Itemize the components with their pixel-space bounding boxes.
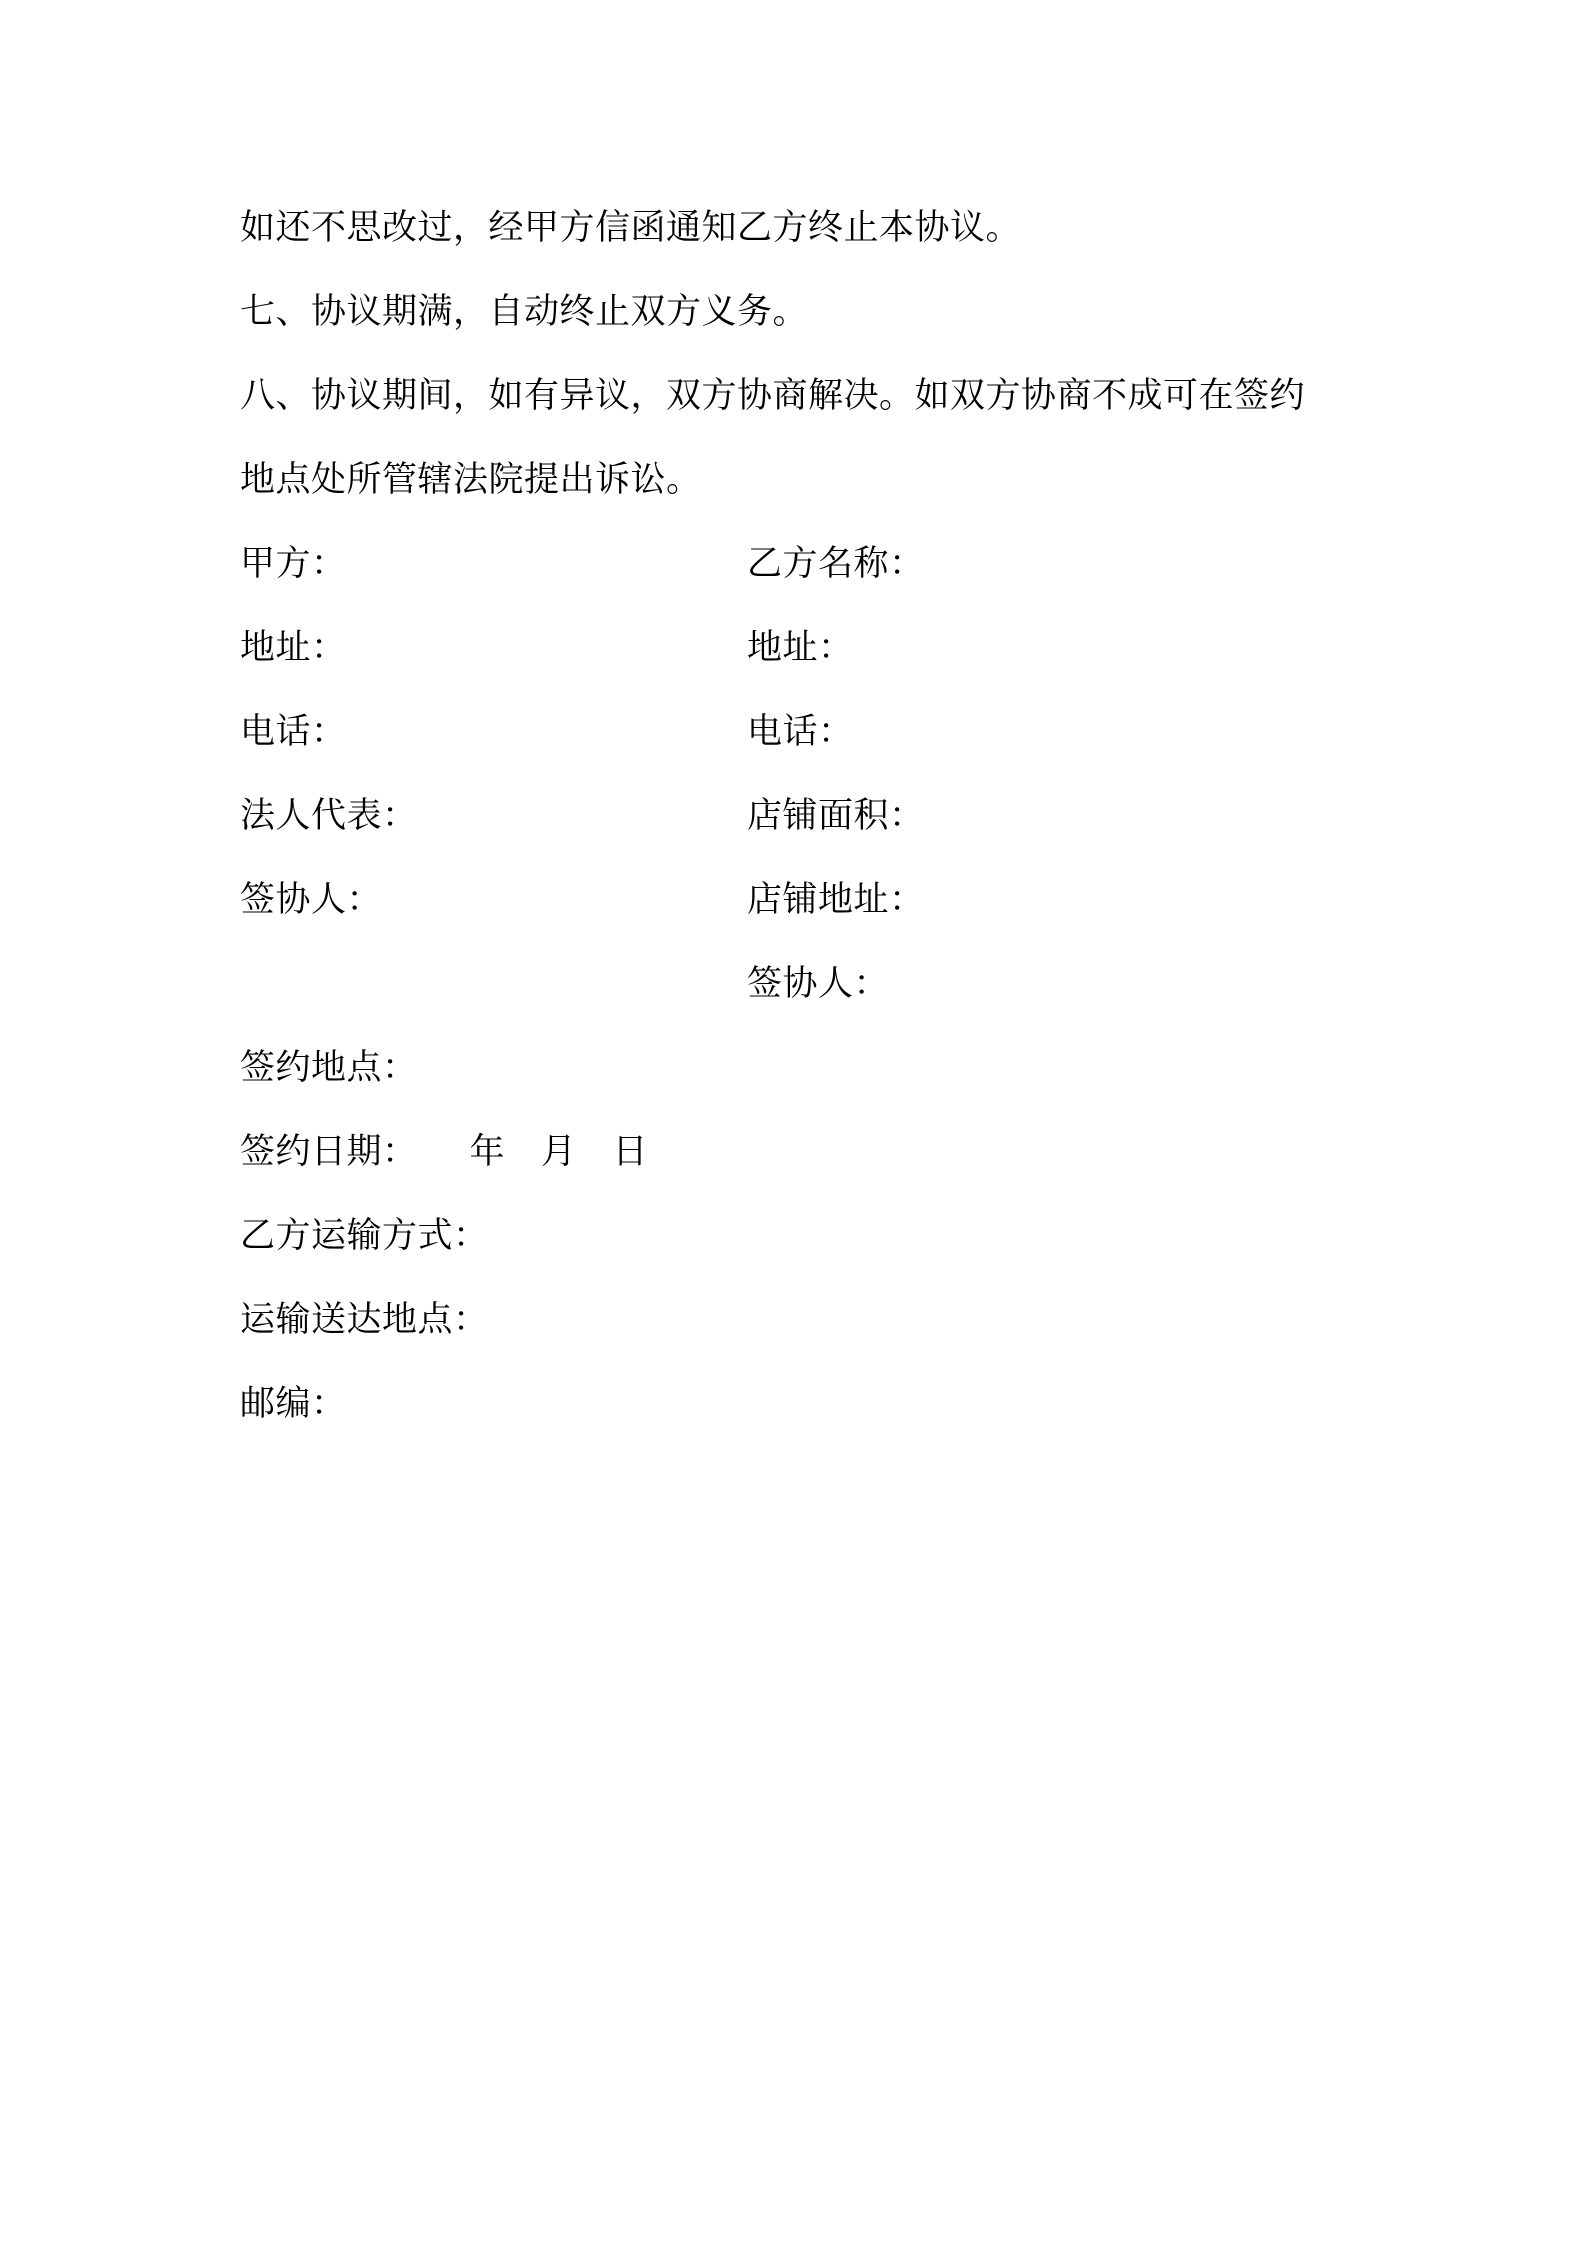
party-b-address-label: 地址：	[747, 628, 854, 668]
party-b-signatory-label: 签协人：	[747, 964, 890, 1004]
signing-place-label: 签约地点：	[240, 1048, 418, 1088]
party-a-signatory-label: 签协人：	[240, 880, 383, 920]
party-a-phone-label: 电话：	[240, 712, 347, 752]
party-a-address-label: 地址：	[240, 628, 347, 668]
party-a-name-label: 甲方：	[240, 544, 347, 584]
clause-8-line-2: 地点处所管辖法院提出诉讼。	[240, 460, 702, 500]
signing-date-year: 年	[469, 1132, 506, 1172]
party-b-store-address-label: 店铺地址：	[747, 880, 925, 920]
shipping-method-label: 乙方运输方式：	[240, 1216, 489, 1256]
signing-date-month: 月	[541, 1132, 577, 1172]
shipping-destination-label: 运输送达地点：	[240, 1300, 489, 1340]
party-b-phone-label: 电话：	[747, 712, 854, 752]
party-b-name-label: 乙方名称：	[747, 544, 925, 584]
paragraph-termination-notice: 如还不思改过，经甲方信函通知乙方终止本协议。	[240, 208, 1022, 248]
signing-date-day: 日	[612, 1132, 649, 1172]
postcode-label: 邮编：	[240, 1384, 347, 1424]
signing-date-label: 签约日期：	[240, 1132, 418, 1172]
party-b-store-area-label: 店铺面积：	[747, 796, 925, 836]
signing-date-row	[240, 1129, 648, 1175]
clause-8-line-1: 八、协议期间，如有异议，双方协商解决。如双方协商不成可在签约	[240, 376, 1306, 416]
party-a-legal-rep-label: 法人代表：	[240, 796, 418, 836]
clause-7: 七、协议期满，自动终止双方义务。	[240, 292, 809, 332]
